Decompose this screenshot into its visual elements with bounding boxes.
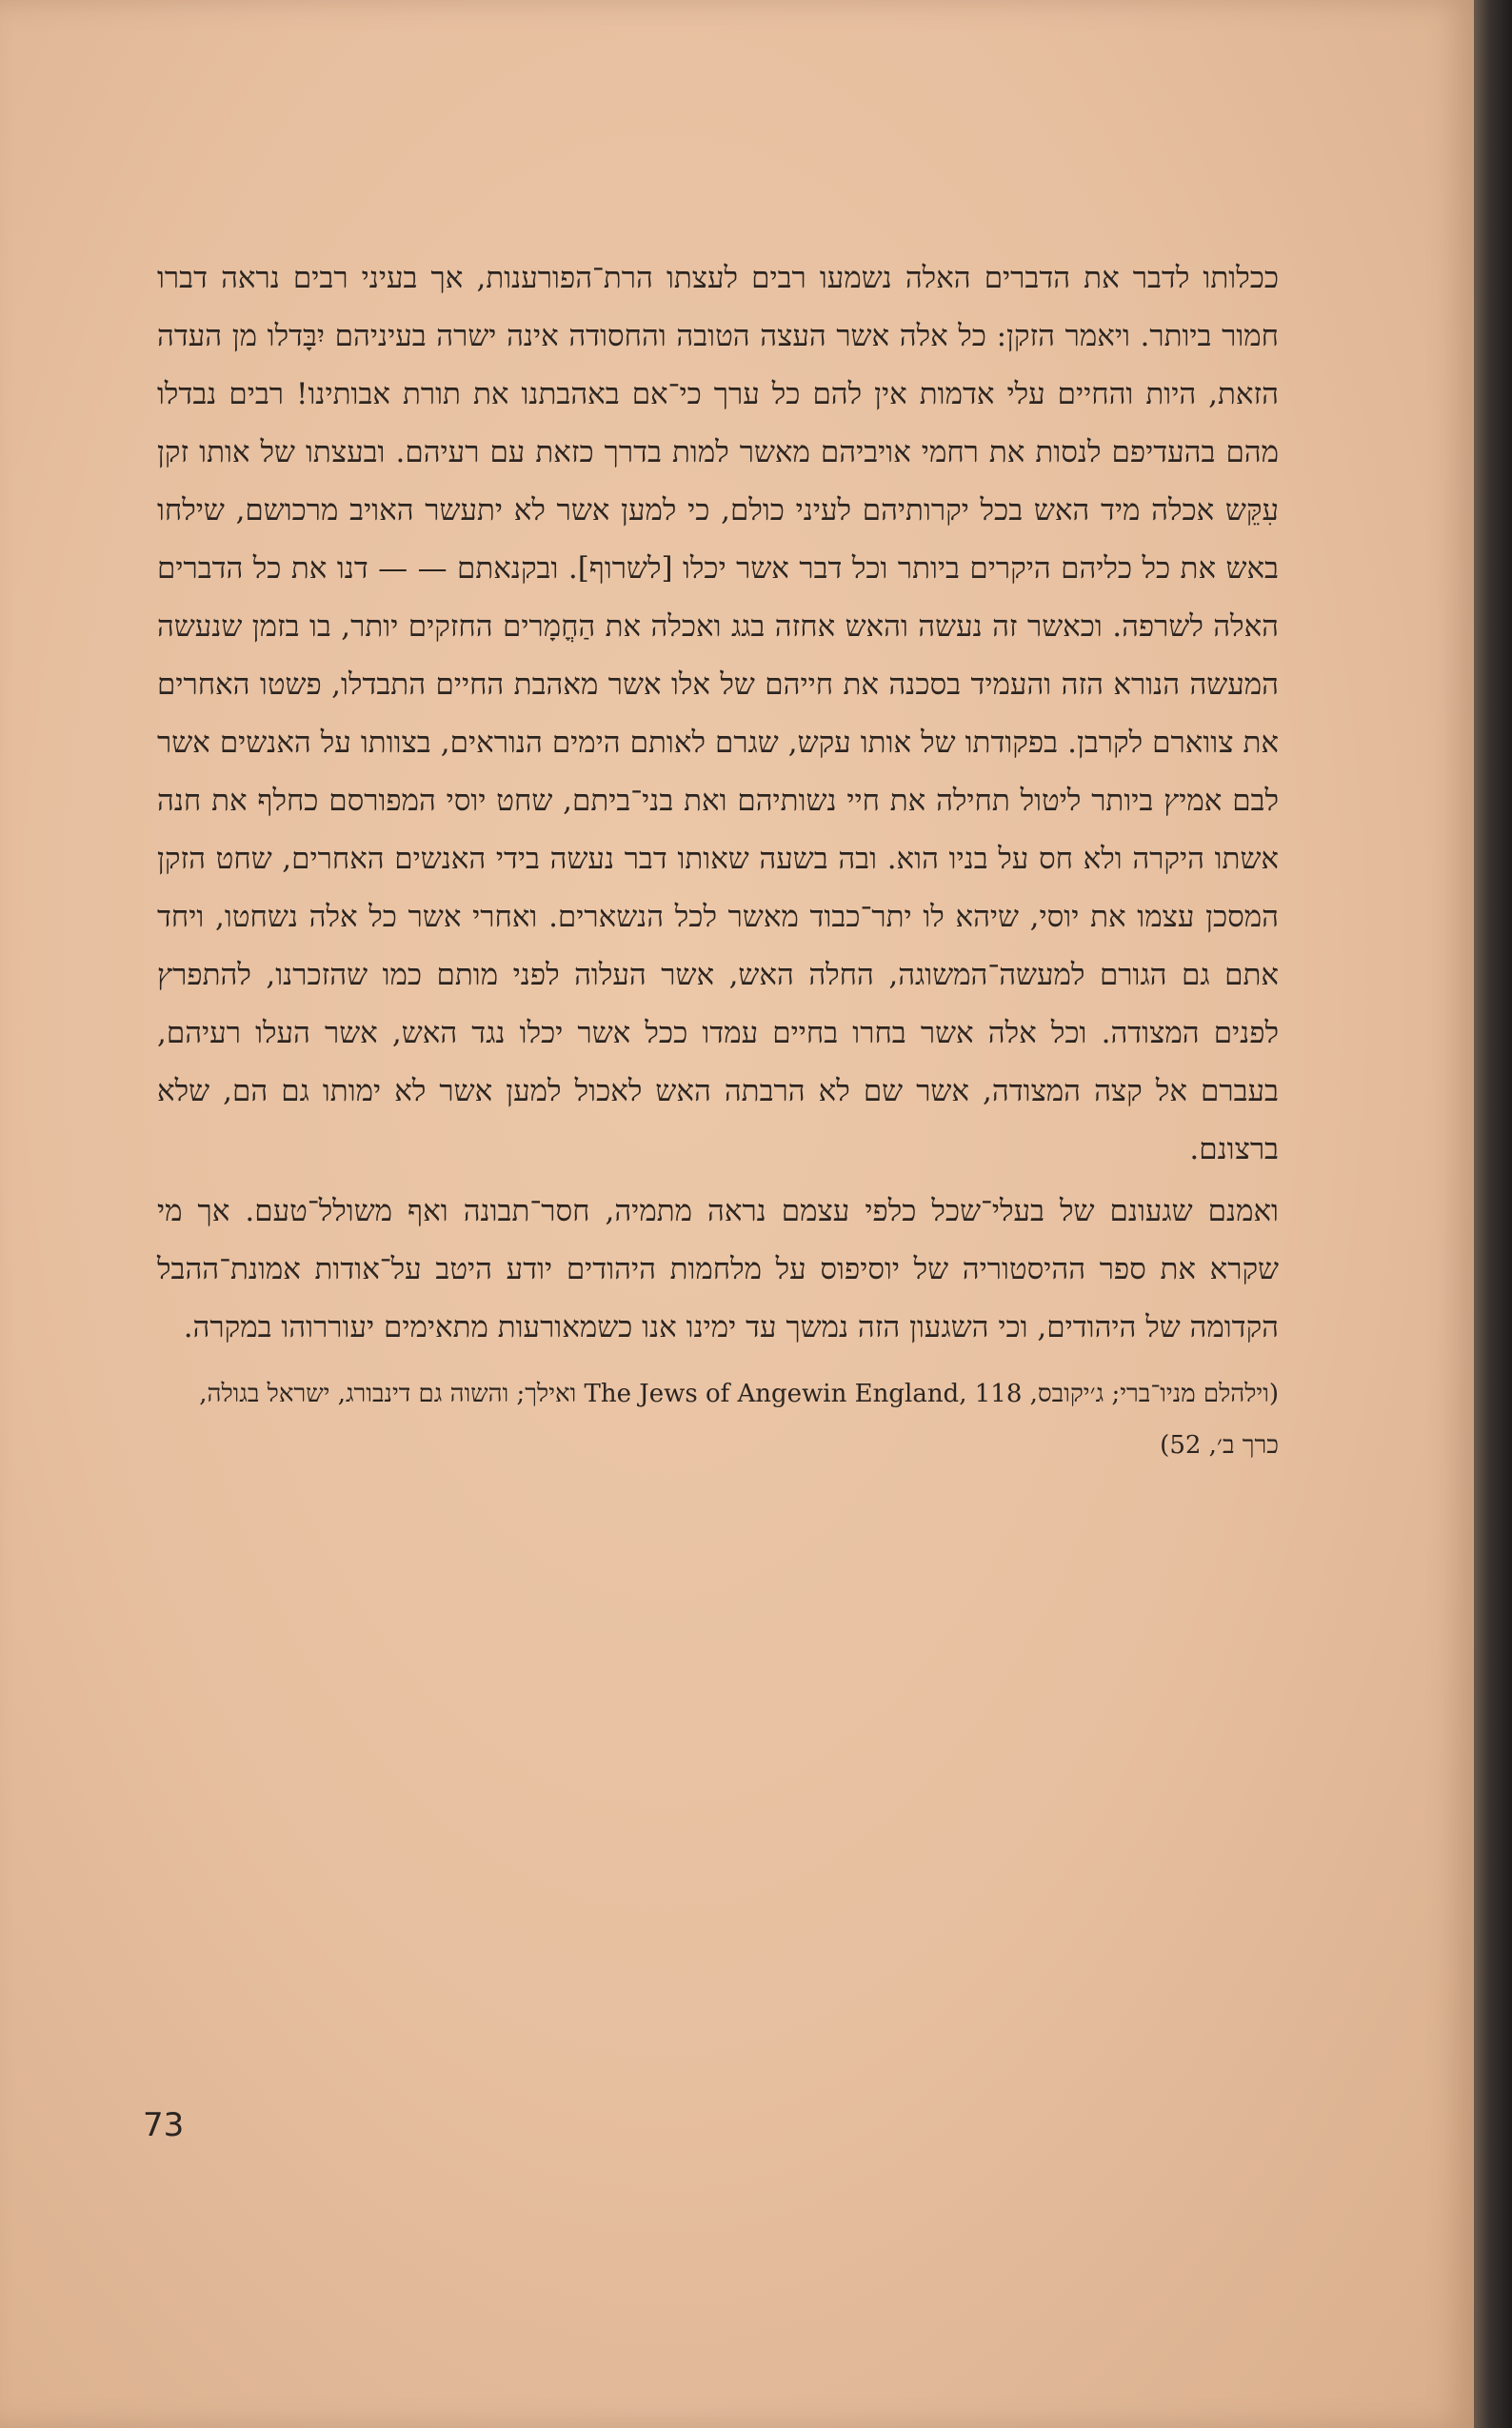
page-number: 73 [143,2106,185,2144]
paragraph-1: ככלותו לדבר את הדברים האלה נשמעו רבים לעצתו הרת־הפורענות, אך בעיני רבים נראה דברו חמור ביותר. ויאמר הזקן: כל אלה אשר העצה הטובה והחסודה אינה ישרה בעיניהם יִבָּדלו מן העדה הזאת, היות והחיים עלי אדמות אין להם כל ערך כי־אם באהבתנו את תורת אבותינו! רבים נבדלו מהם בהעדיפם לנסות את רחמי אויביהם מאשר למות בדרך כזאת עם רעיהם. ובעצתו של אותו זקן עִקֵּש אכלה מיד האש בכל יקרותיהם לעיני כולם, כי למען אשר לא יתעשר האויב מרכושם, שילחו באש את כל כליהם היקרים ביותר וכל דבר אשר יכלו [לשרוף]. ובקנאתם — — דנו את כל הדברים האלה לשרפה. וכאשר זה נעשה והאש אחזה בגג ואכלה את הַחֳמָרים החזקים יותר, בו בזמן שנעשה המעשה הנורא הזה והעמיד בסכנה את חייהם של אלו אשר מאהבת החיים התבדלו, פשטו האחרים את צווארם לקרבן. בפקודתו של אותו עקש, שגרם לאותם הימים הנוראים, בצוותו על האנשים אשר לבם אמיץ ביותר ליטול תחילה את חיי נשותיהם ואת בני־ביתם, שחט יוסי המפורסם כחלף את חנה אשתו היקרה ולא חס על בניו הוא. ובה בשעה שאותו דבר נעשה בידי האנשים האחרים, שחט הזקן המסכן עצמו את יוסי, שיהא לו יתר־כבוד מאשר לכל הנשארים. ואחרי אשר כל אלה נשחטו, ויחד אתם גם הגורם למעשה־המשוגה, החלה האש, אשר העלוה לפני מותם כמו שהזכרנו, להתפרץ לפנים המצודה. וכל אלה אשר בחרו בחיים עמדו ככל אשר יכלו נגד האש, אשר העלו רעיהם, בעברם אל קצה המצודה, אשר שם לא הרבתה האש לאכול למען אשר לא ימותו גם הם, שלא ברצונם. [157,261,1279,1166]
paragraph-2: ואמנם שגעונם של בעלי־שכל כלפי עצמם נראה מתמיה, חסר־תבונה ואף משולל־טעם. אך מי שקרא את ספר ההיסטוריה של יוסיפוס על מלחמות היהודים יודע היטב על־אודות אמונת־ההבל הקדומה של היהודים, וכי השגעון הזה נמשך עד ימינו אנו כשמאורעות מתאימים יעוררוהו במקרה. [157,1194,1279,1344]
body-text [157,249,1279,1496]
book-spine-edge [1474,0,1512,2428]
footnote: (וילהלם מניו־ברי; ג׳יקובס, The Jews of Angewin England, 118 ואילך; והשוה גם דינבורג, ישראל בגולה, כרך ב׳, 52) [199,1380,1279,1460]
